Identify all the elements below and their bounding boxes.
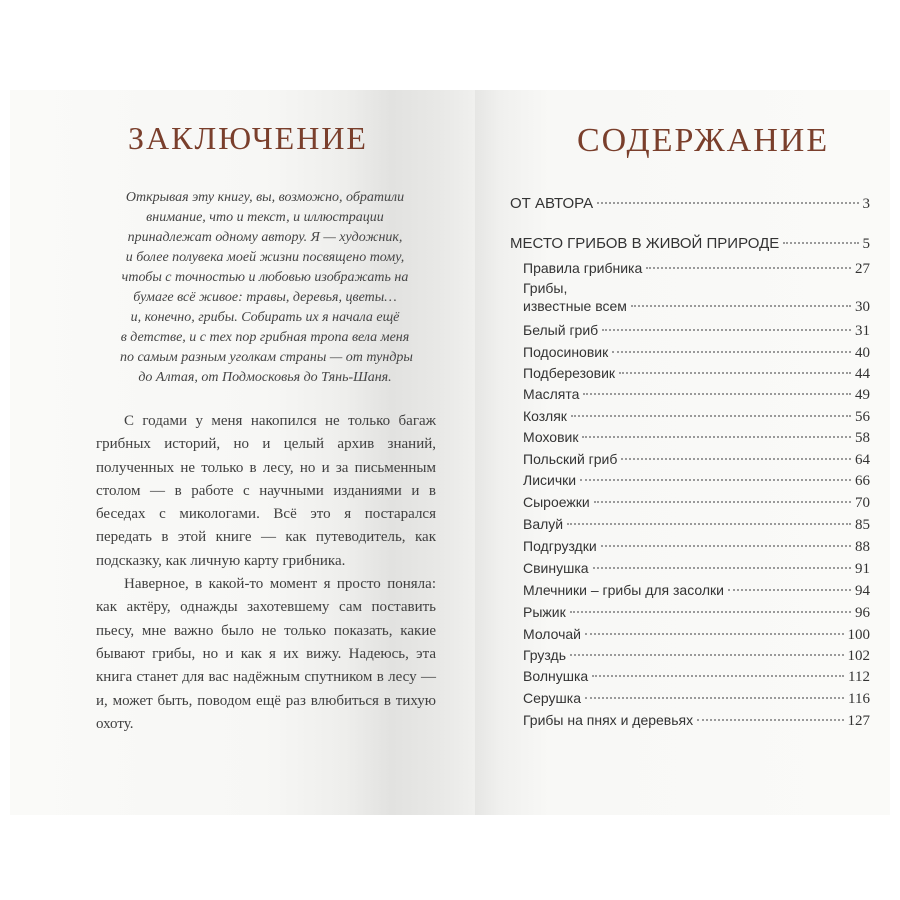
toc-entry (523, 494, 870, 512)
toc-dot-leader (602, 329, 851, 331)
toc-page-number: 100 (847, 627, 870, 643)
toc-page-number: 91 (855, 561, 870, 577)
toc-dot-leader (597, 202, 858, 204)
toc-dot-leader (570, 611, 851, 613)
toc-entry (510, 235, 870, 253)
toc-dot-leader (697, 719, 843, 721)
toc-entry (523, 690, 870, 708)
toc-entry-title: Валуй (523, 516, 564, 532)
toc-page-number: 27 (855, 261, 870, 277)
toc-dot-leader (646, 267, 851, 269)
toc-entry (523, 712, 870, 730)
intro-line: в детстве, и с тех пор грибная тропа вела меня (120, 330, 410, 345)
intro-line: и, конечно, грибы. Собирать их я начала ещё (130, 310, 400, 325)
contents-heading: СОДЕРЖАНИЕ (577, 122, 830, 159)
toc-entry (523, 451, 870, 469)
toc-entry (523, 538, 870, 556)
toc-entry-title: Волнушка (523, 668, 589, 684)
toc-entry (523, 298, 870, 316)
toc-dot-leader (631, 305, 851, 307)
toc-entry-title: Моховик (523, 429, 579, 445)
toc-page-number: 31 (855, 323, 870, 339)
intro-line: принадлежат одному автору. Я — художник, (127, 230, 403, 245)
toc-entry (523, 386, 870, 404)
toc-page-number: 56 (855, 409, 870, 425)
conclusion-body (96, 410, 436, 736)
toc-page-number: 116 (848, 691, 870, 707)
intro-line: и более полувека моей жизни посвящено тому, (125, 250, 405, 265)
toc-entry (523, 408, 870, 426)
toc-entry (523, 604, 870, 622)
toc-page-number: 49 (855, 387, 870, 403)
intro-italic-block (120, 188, 413, 388)
toc-dot-leader (594, 501, 851, 503)
body-paragraph: Наверное, в какой-то момент я просто поняла: как актёру, однажды захотевшему сам поставить пьесу, мне важно было не только показать, какие бывают грибы, но и как я их вижу. Надеюсь, эта книга станет для вас надёжным спутником в лесу — и, может быть, поводом ещё раз влюбиться в тихую охоту. (96, 576, 436, 732)
intro-line: до Алтая, от Подмосковья до Тянь-Шаня. (138, 370, 392, 385)
toc-dot-leader (593, 567, 851, 569)
toc-page-number: 70 (855, 495, 870, 511)
toc-entry (523, 516, 870, 534)
conclusion-heading: ЗАКЛЮЧЕНИЕ (128, 120, 368, 156)
toc-page-number: 112 (848, 669, 870, 685)
toc-entry-title: Белый гриб (523, 322, 599, 338)
toc-entry (510, 195, 870, 213)
toc-entry-title: Грибы на пнях и деревьях (523, 712, 694, 728)
toc-dot-leader (592, 675, 844, 677)
toc-dot-leader (583, 393, 851, 395)
intro-line: чтобы с точностью и любовью изображать на (121, 270, 409, 285)
toc-entry-title: Подгруздки (523, 538, 597, 554)
right-page (475, 90, 890, 815)
toc-dot-leader (571, 415, 851, 417)
toc-entry-title: Лисички (523, 472, 577, 488)
toc-entry-title: Груздь (523, 647, 566, 663)
toc-entry-title: Млечники – грибы для засолки (523, 582, 724, 598)
toc-entry (523, 668, 870, 686)
toc-entry-title: МЕСТО ГРИБОВ В ЖИВОЙ ПРИРОДЕ (510, 235, 780, 252)
toc-entry (523, 365, 870, 383)
toc-page-number: 30 (855, 299, 870, 315)
toc-entry (523, 429, 870, 447)
toc-entry-title: Польский гриб (523, 451, 618, 467)
toc-page-number: 102 (847, 648, 870, 664)
toc-page-number: 5 (862, 236, 870, 252)
left-page (10, 90, 475, 815)
intro-line: бумаге всё живое: травы, деревья, цветы… (133, 290, 397, 305)
toc-entry-title: Рыжик (523, 604, 566, 620)
toc-entry (523, 582, 870, 600)
table-of-contents (475, 90, 890, 815)
toc-page-number: 85 (855, 517, 870, 533)
toc-dot-leader (570, 654, 844, 656)
body-paragraph: С годами у меня накопился не только багаж грибных историй, но и целый архив знаний, полученных не только в лесу, но и за письменным столом — в работе с научными изданиями и в беседах с микологами. Всё это я постарался передать в этой книге — как путеводитель, как подсказку, как личную карту грибника. (96, 413, 436, 569)
toc-page-number: 88 (855, 539, 870, 555)
toc-page-number: 96 (855, 605, 870, 621)
toc-dot-leader (567, 523, 851, 525)
toc-entry (523, 322, 870, 340)
toc-entry-title: Сыроежки (523, 494, 590, 510)
toc-entry-label: Грибы, (523, 280, 568, 296)
intro-line: внимание, что и текст, и иллюстрации (146, 210, 384, 225)
toc-entry-title: Свинушка (523, 560, 589, 576)
toc-dot-leader (580, 479, 851, 481)
toc-entry-title: Серушка (523, 690, 581, 706)
intro-line: Открывая эту книгу, вы, возможно, обратили (125, 190, 405, 205)
toc-entry-title: Правила грибника (523, 260, 643, 276)
toc-entry (523, 647, 870, 665)
toc-entry-title: известные всем (523, 298, 627, 314)
toc-entry-title: Маслята (523, 386, 580, 402)
toc-page-number: 3 (862, 196, 870, 212)
toc-dot-leader (783, 242, 858, 244)
toc-page-number: 127 (847, 713, 870, 729)
toc-entry-title: ОТ АВТОРА (510, 195, 594, 212)
toc-page-number: 66 (855, 473, 870, 489)
toc-page-number: 44 (855, 366, 870, 382)
toc-dot-leader (619, 372, 851, 374)
toc-entry-title: Козляк (523, 408, 567, 424)
toc-page-number: 64 (855, 452, 870, 468)
toc-page-number: 40 (855, 345, 870, 361)
toc-dot-leader (585, 633, 843, 635)
toc-entry (523, 626, 870, 644)
toc-page-number: 58 (855, 430, 870, 446)
toc-page-number: 94 (855, 583, 870, 599)
intro-line: по самым разным уголкам страны — от тундры (120, 350, 413, 365)
toc-dot-leader (612, 351, 851, 353)
toc-dot-leader (728, 589, 851, 591)
toc-entry-title: Молочай (523, 626, 582, 642)
toc-entry-title: Подосиновик (523, 344, 609, 360)
toc-dot-leader (585, 697, 844, 699)
book-spread (10, 90, 890, 815)
toc-entry (523, 260, 870, 278)
toc-entry-title: Подберезовик (523, 365, 616, 381)
toc-entry (523, 472, 870, 490)
toc-dot-leader (621, 458, 851, 460)
toc-dot-leader (601, 545, 851, 547)
toc-entry (523, 344, 870, 362)
toc-entry (523, 560, 870, 578)
toc-dot-leader (582, 436, 851, 438)
